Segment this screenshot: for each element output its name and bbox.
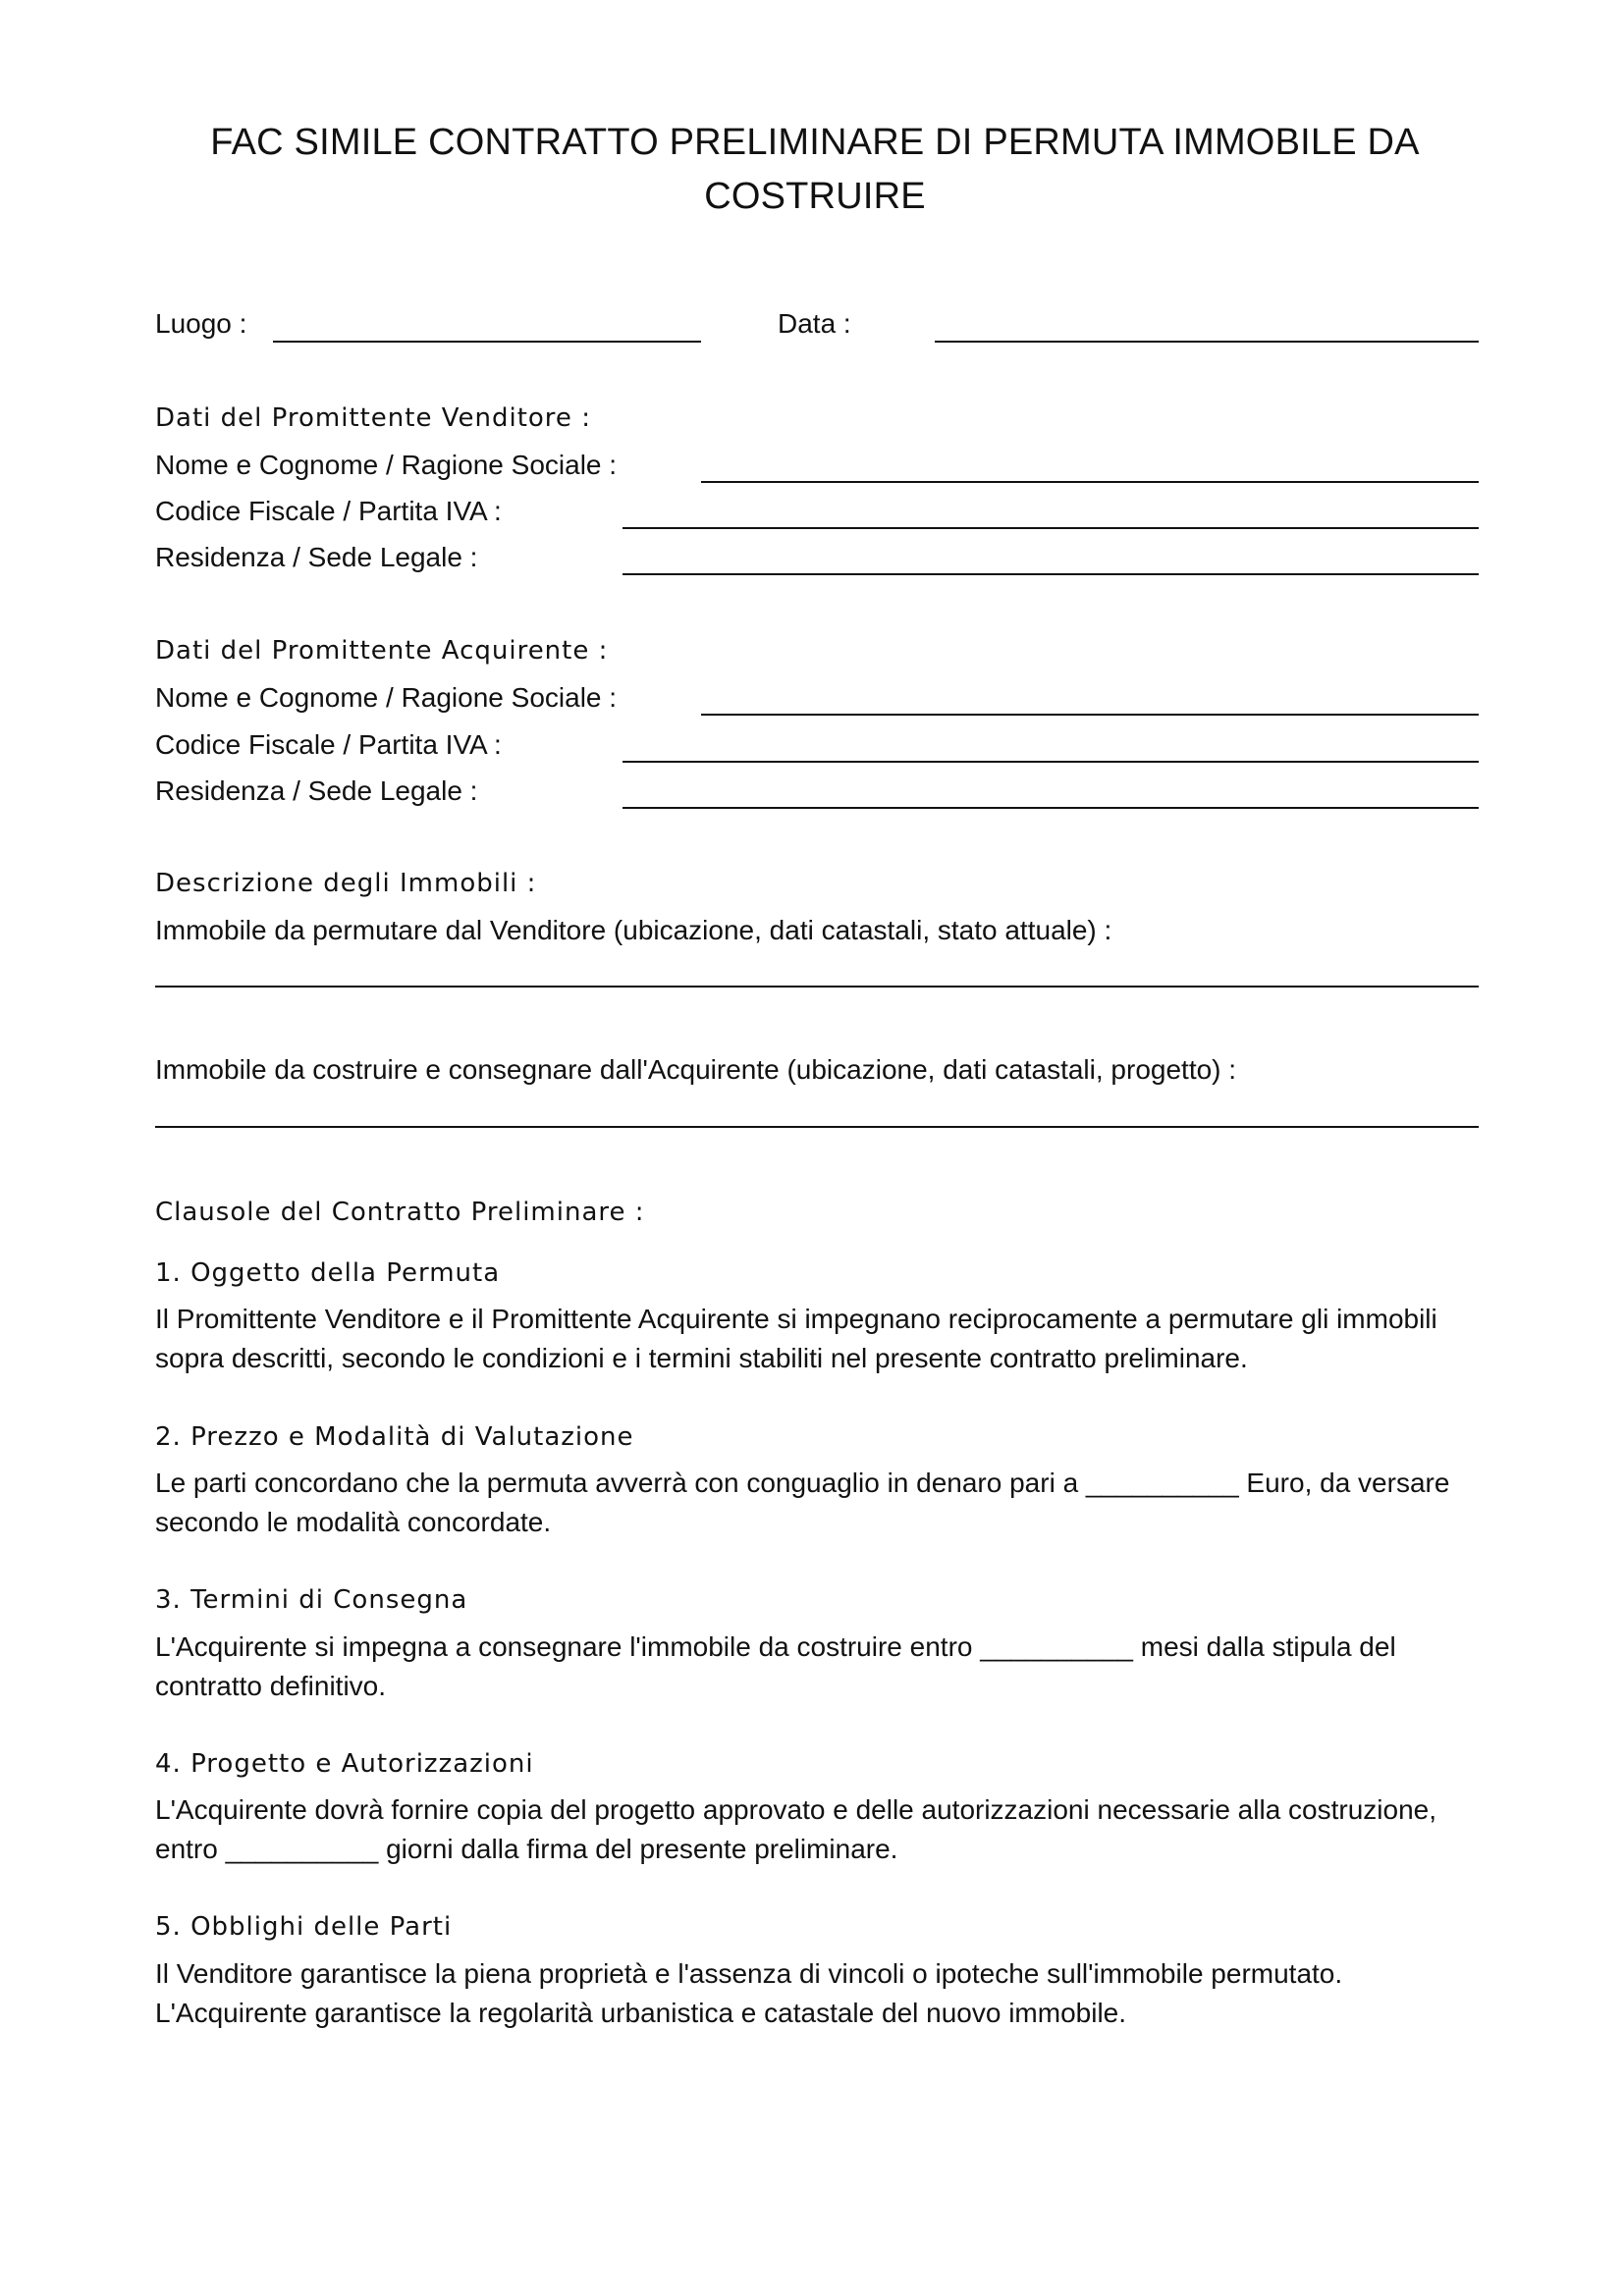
buyer-residence-label: Residenza / Sede Legale :: [155, 775, 478, 806]
title-line-1: FAC SIMILE CONTRATTO PRELIMINARE DI PERMUTA IMMOBILE DA: [210, 122, 1420, 163]
buyer-name-label: Nome e Cognome / Ragione Sociale :: [155, 682, 618, 713]
properties-heading: Descrizione degli Immobili :: [155, 869, 537, 898]
title-line-2: COSTRUIRE: [704, 176, 926, 217]
seller-residence-field-line[interactable]: [623, 573, 1479, 575]
clause-4-text: L'Acquirente dovrà fornire copia del progetto approvato e delle autorizzazioni necessarie alla costruzione, entro __________ giorni dalla firma del presente preliminare.: [155, 1794, 1437, 1864]
date-field-line[interactable]: [935, 341, 1479, 343]
buyer-residence-field-line[interactable]: [623, 807, 1479, 809]
buyer-heading: Dati del Promittente Acquirente :: [155, 636, 609, 666]
clause-1-text: Il Promittente Venditore e il Promittente Acquirente si impegnano reciprocamente a permutare gli immobili sopra descritti, secondo le condizioni e i termini stabiliti nel presente contratto preliminare.: [155, 1304, 1437, 1373]
clause-3-text: L'Acquirente si impegna a consegnare l'immobile da costruire entro __________ mesi dalla stipula del contratto definitivo.: [155, 1631, 1396, 1701]
place-label: Luogo :: [155, 308, 247, 339]
clause-5-text: Il Venditore garantisce la piena proprietà e l'assenza di vincoli o ipoteche sull'immobile permutato. L'Acquirente garantisce la regolarità urbanistica e catastale del nuovo immobile.: [155, 1958, 1343, 2028]
clause-3-title: 3. Termini di Consegna: [155, 1585, 468, 1615]
seller-residence-label: Residenza / Sede Legale :: [155, 542, 478, 572]
seller-property-label: Immobile da permutare dal Venditore (ubicazione, dati catastali, stato attuale) :: [155, 915, 1112, 945]
seller-tax-field-line[interactable]: [623, 527, 1479, 529]
clause-1-title: 1. Oggetto della Permuta: [155, 1258, 501, 1288]
clause-2-title: 2. Prezzo e Modalità di Valutazione: [155, 1422, 634, 1452]
clause-5-title: 5. Obblighi delle Parti: [155, 1912, 453, 1942]
place-field-line[interactable]: [273, 341, 701, 343]
buyer-property-field-line[interactable]: [155, 1126, 1479, 1128]
seller-property-field-line[interactable]: [155, 986, 1479, 988]
clause-2-text: Le parti concordano che la permuta avverrà con conguaglio in denaro pari a __________ Euro, da versare secondo le modalità concordate.: [155, 1468, 1450, 1537]
seller-heading: Dati del Promittente Venditore :: [155, 403, 591, 433]
seller-name-field-line[interactable]: [701, 481, 1479, 483]
clauses-heading: Clausole del Contratto Preliminare :: [155, 1198, 645, 1227]
buyer-tax-label: Codice Fiscale / Partita IVA :: [155, 729, 502, 760]
buyer-property-label: Immobile da costruire e consegnare dall'Acquirente (ubicazione, dati catastali, progetto) :: [155, 1054, 1237, 1085]
seller-name-label: Nome e Cognome / Ragione Sociale :: [155, 450, 618, 480]
document-title: [157, 116, 1473, 224]
buyer-tax-field-line[interactable]: [623, 761, 1479, 763]
buyer-name-field-line[interactable]: [701, 714, 1479, 716]
clause-4-title: 4. Progetto e Autorizzazioni: [155, 1749, 534, 1779]
date-label: Data :: [778, 308, 851, 339]
seller-tax-label: Codice Fiscale / Partita IVA :: [155, 496, 502, 526]
